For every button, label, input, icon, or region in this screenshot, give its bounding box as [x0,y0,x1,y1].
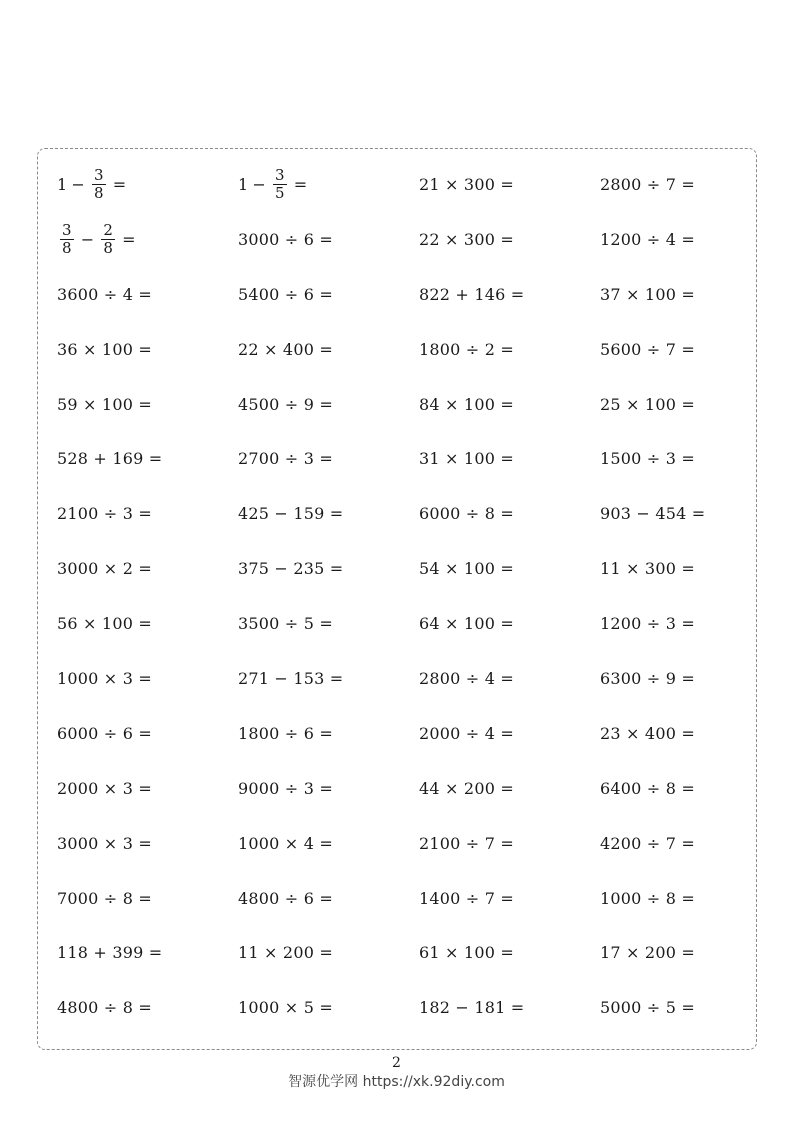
problem-text: 36 × 100 = [57,339,152,359]
problem-text: 3000 ÷ 6 = [238,229,333,249]
problem-text: 3000 × 2 = [57,559,152,579]
problem-text: 2100 ÷ 3 = [57,504,152,524]
fraction-denominator: 8 [62,238,72,257]
problem-cell [419,267,600,322]
problem-text: 64 × 100 = [419,614,514,634]
problem-cell [600,486,757,541]
problem-cell [238,761,419,816]
problem-cell [57,596,238,651]
problem-cell [600,871,757,926]
problem-cell [419,157,600,212]
problem-text: 2700 ÷ 3 = [238,449,333,469]
problem-cell [419,212,600,267]
fraction-numerator: 2 [103,220,114,239]
problem-text: 2100 ÷ 7 = [419,833,514,853]
problem-text: 11 × 300 = [600,559,695,579]
problem-cell [419,980,600,1035]
problem-cell [419,377,600,432]
problem-cell [419,651,600,706]
problem-cell [238,816,419,871]
problem-cell [419,486,600,541]
problem-text: 271 − 153 = [238,668,344,688]
problem-text: 4800 ÷ 8 = [57,998,152,1018]
problem-text: 7000 ÷ 8 = [57,888,152,908]
problem-cell [419,596,600,651]
problem-cell [600,541,757,596]
problem-cell [238,871,419,926]
problem-cell [600,431,757,486]
problem-text: 9000 ÷ 3 = [238,778,333,798]
problem-cell [57,706,238,761]
problem-text: 1200 ÷ 4 = [600,229,695,249]
fraction [92,167,106,202]
problem-cell [57,212,238,267]
problem-cell [600,377,757,432]
problem-text: 118 + 399 = [57,943,163,963]
problem-cell [238,706,419,761]
problem-text: 2800 ÷ 7 = [600,174,695,194]
problem-cell [57,761,238,816]
problem-cell [600,157,757,212]
problem-text: 1400 ÷ 7 = [419,888,514,908]
problem-cell [57,651,238,706]
problem-cell [600,761,757,816]
problem-cell [238,596,419,651]
problem-text: 425 − 159 = [238,504,344,524]
problem-text: 56 × 100 = [57,614,152,634]
problem-cell [419,871,600,926]
problem-text: 822 + 146 = [419,284,525,304]
problem-cell [57,431,238,486]
problem-text: 375 − 235 = [238,559,344,579]
problem-cell [600,596,757,651]
problem-text: 1800 ÷ 2 = [419,339,514,359]
problem-text: 4200 ÷ 7 = [600,833,695,853]
operator: − [71,174,85,194]
problem-cell [57,925,238,980]
fraction-numerator: 3 [94,165,104,184]
problem-cell [419,761,600,816]
problem-text: 6000 ÷ 6 = [57,723,152,743]
problem-cell [419,541,600,596]
problem-cell [238,322,419,377]
problem-text: 22 × 400 = [238,339,333,359]
fraction-denominator: 8 [94,183,104,202]
problem-text: 54 × 100 = [419,559,514,579]
problem-cell [57,267,238,322]
operator: − [80,229,95,249]
problem-text: 23 × 400 = [600,723,695,743]
problem-cell [57,486,238,541]
problem-cell [238,157,419,212]
problem-cell [419,706,600,761]
problem-text: 3000 × 3 = [57,833,152,853]
problem-text: 3500 ÷ 5 = [238,614,333,634]
problem-cell [419,431,600,486]
equals-sign: = [293,174,308,194]
problem-text: 2000 ÷ 4 = [419,723,514,743]
fraction [101,222,115,257]
problem-cell [600,816,757,871]
problem-cell [600,212,757,267]
problem-cell [600,651,757,706]
problem-text: 6300 ÷ 9 = [600,668,695,688]
problem-text: 25 × 100 = [600,394,695,414]
problem-cell [57,816,238,871]
problem-text: 182 − 181 = [419,998,525,1018]
problem-text: 1000 × 3 = [57,668,152,688]
problem-cell [238,377,419,432]
fraction [273,167,287,202]
problem-cell [600,706,757,761]
equals-sign: = [112,174,127,194]
problem-cell [238,651,419,706]
problem-text: 5400 ÷ 6 = [238,284,333,304]
whole-number: 1 [57,174,68,194]
problem-cell [600,322,757,377]
fraction-numerator: 3 [275,165,285,184]
fraction-denominator: 8 [103,238,114,257]
problem-cell [238,925,419,980]
problem-cell [600,267,757,322]
problem-text: 6400 ÷ 8 = [600,778,695,798]
problem-cell [419,925,600,980]
problem-text: 528 + 169 = [57,449,163,469]
problem-text: 4500 ÷ 9 = [238,394,333,414]
problem-text: 2000 × 3 = [57,778,152,798]
problem-text: 1500 ÷ 3 = [600,449,695,469]
problem-text: 6000 ÷ 8 = [419,504,514,524]
whole-number: 1 [238,174,249,194]
problem-text: 5600 ÷ 7 = [600,339,695,359]
problem-text: 1000 ÷ 8 = [600,888,695,908]
operator: − [252,174,266,194]
problem-text: 1200 ÷ 3 = [600,614,695,634]
problem-text: 1000 × 5 = [238,998,333,1018]
problem-cell [238,541,419,596]
problem-text: 1800 ÷ 6 = [238,723,333,743]
problem-text: 21 × 300 = [419,174,514,194]
fraction-denominator: 5 [275,183,285,202]
problem-cell [238,212,419,267]
problem-cell [600,925,757,980]
problem-text: 31 × 100 = [419,449,514,469]
problem-cell [57,157,238,212]
fraction-numerator: 3 [62,220,72,239]
problem-grid [57,157,757,1035]
problem-cell [238,486,419,541]
problem-cell [57,541,238,596]
problem-text: 37 × 100 = [600,284,695,304]
fraction [60,222,74,257]
problem-cell [57,322,238,377]
problem-text: 59 × 100 = [57,394,152,414]
equals-sign: = [122,229,136,249]
problem-text: 903 − 454 = [600,504,706,524]
problem-cell [238,980,419,1035]
problem-text: 11 × 200 = [238,943,333,963]
worksheet-frame [37,148,757,1050]
problem-text: 22 × 300 = [419,229,514,249]
problem-cell [419,322,600,377]
problem-cell [57,871,238,926]
problem-text: 4800 ÷ 6 = [238,888,333,908]
problem-text: 1000 × 4 = [238,833,333,853]
problem-text: 3600 ÷ 4 = [57,284,152,304]
problem-text: 2800 ÷ 4 = [419,668,514,688]
footer-watermark: 智源优学网 https://xk.92diy.com [288,1074,505,1090]
problem-text: 5000 ÷ 5 = [600,998,695,1018]
problem-cell [238,267,419,322]
problem-cell [600,980,757,1035]
problem-cell [419,816,600,871]
problem-text: 61 × 100 = [419,943,514,963]
problem-text: 17 × 200 = [600,943,695,963]
problem-cell [57,980,238,1035]
page-number: 2 [392,1055,401,1071]
problem-cell [57,377,238,432]
problem-text: 84 × 100 = [419,394,514,414]
problem-text: 44 × 200 = [419,778,514,798]
problem-cell [238,431,419,486]
